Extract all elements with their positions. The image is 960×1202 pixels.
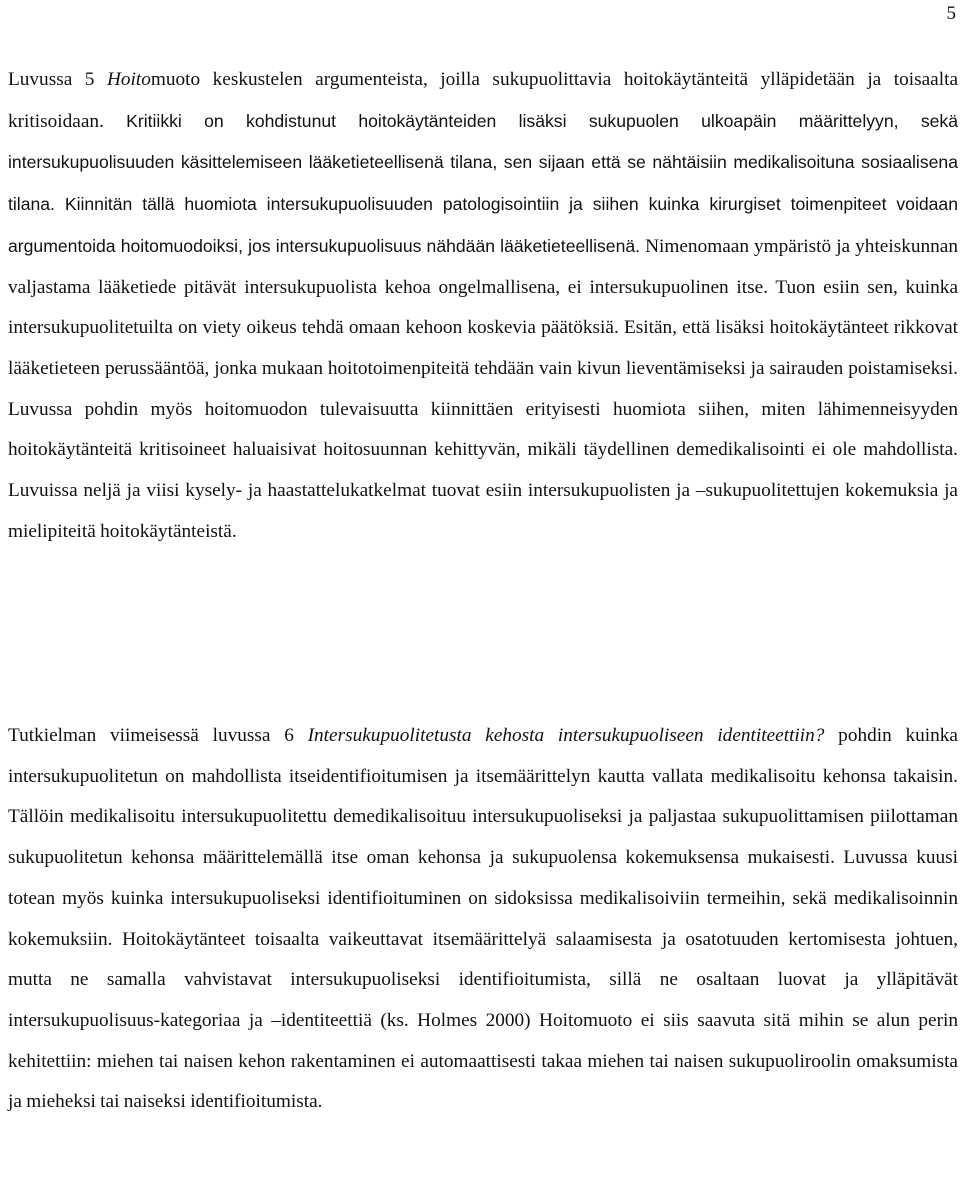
paragraph-lead: Luvussa 5 <box>8 69 107 90</box>
paragraph-text: Nimenomaan ympäristö ja yhteiskunnan valjastama lääketiede pitävät intersukupuolista kehoa ongelmallisena, ei intersukupuolinen itse. Tuon esiin sen, kuinka intersukupuolitetuilta on viety oikeus tehdä omaan kehoon koskevia päätöksiä. Esitän, että lisäksi hoitokäytänteet rikkovat lääketieteen perussääntöä, jonka mukaan hoitotoimenpiteitä tehdään vain kivun lieventämiseksi ja sairauden poistamiseksi. Luvussa pohdin myös hoitomuodon tulevaisuutta kiinnittäen erityisesti huomiota siihen, miten lähimenneisyyden hoitokäytänteitä kritisoineet haluaisivat hoitosuunnan kehittyvän, mikäli täydellinen demedikalisointi ei ole mahdollista. Luvuissa neljä ja viisi kysely- ja haastattelukatkelmat tuovat esiin intersukupuolisten ja –sukupuolitettujen kokemuksia ja mielipiteitä hoitokäytänteistä. <box>8 235 958 542</box>
chapter-title-italic: Intersukupuolitetusta kehosta intersukupuoliseen identiteettiin? <box>307 725 825 746</box>
paragraph-text: pohdin kuinka intersukupuolitetun on mahdollista itseidentifioitumisen ja itsemäärittelyn kautta vallata medikalisoitu kehonsa takaisin. Tällöin medikalisoitu intersukupuolitettu demedikalisoituu intersukupuoliseksi ja paljastaa sukupuolittamisen piilottaman sukupuolitetun kehonsa määrittelemällä itse oman kehonsa ja sukupuolensa kokemuksensa mukaisesti. Luvussa kuusi totean myös kuinka intersukupuoliseksi identifioituminen on sidoksissa medikalisoiviin termeihin, sekä medikalisoinnin kokemuksiin. Hoitokäytänteet toisaalta vaikeuttavat itsemäärittelyä salaamisesta ja osatotuuden kertomisesta johtuen, mutta ne samalla vahvistavat intersukupuoliseksi identifioitumista, sillä ne osaltaan luovat ja ylläpitävät intersukupuolisuus-kategoriaa ja –identiteettiä (ks. Holmes 2000) Hoitomuoto ei siis saavuta sitä mihin se alun perin kehitettiin: miehen tai naisen kehon rakentaminen ei automaattisesti takaa miehen tai naisen sukupuoliroolin omaksumista ja mieheksi tai naiseksi identifioitumista. <box>8 725 958 1113</box>
paragraph-text: muoto keskustelen argumenteista, joilla sukupuolittavia hoitokäytänteitä ylläpidetään ja toisaalta kritisoidaan. <box>8 69 959 132</box>
italic-term: Hoito <box>106 69 151 90</box>
paragraph-text-sans: Kritiikki on kohdistunut hoitokäytänteiden lisäksi sukupuolen ulkoapäin määrittelyyn, sekä intersukupuolisuuden käsittelemiseen lääketieteellisenä tilana, sen sijaan että se nähtäisiin medikalisoituna sosiaalisena tilana. Kiinnitän tällä huomiota intersukupuolisuuden patologisointiin ja siihen kuinka kirurgiset toimenpiteet voidaan argumentoida hoitomuodoiksi, jos intersukupuolisuus nähdään lääketieteellisenä. <box>8 110 958 256</box>
paragraph-lead: Tutkielman viimeisessä luvussa 6 <box>8 725 308 746</box>
paragraph-chapter-6 <box>8 716 958 1123</box>
paragraph-chapter-5 <box>8 60 958 552</box>
page-number: 5 <box>946 3 956 24</box>
